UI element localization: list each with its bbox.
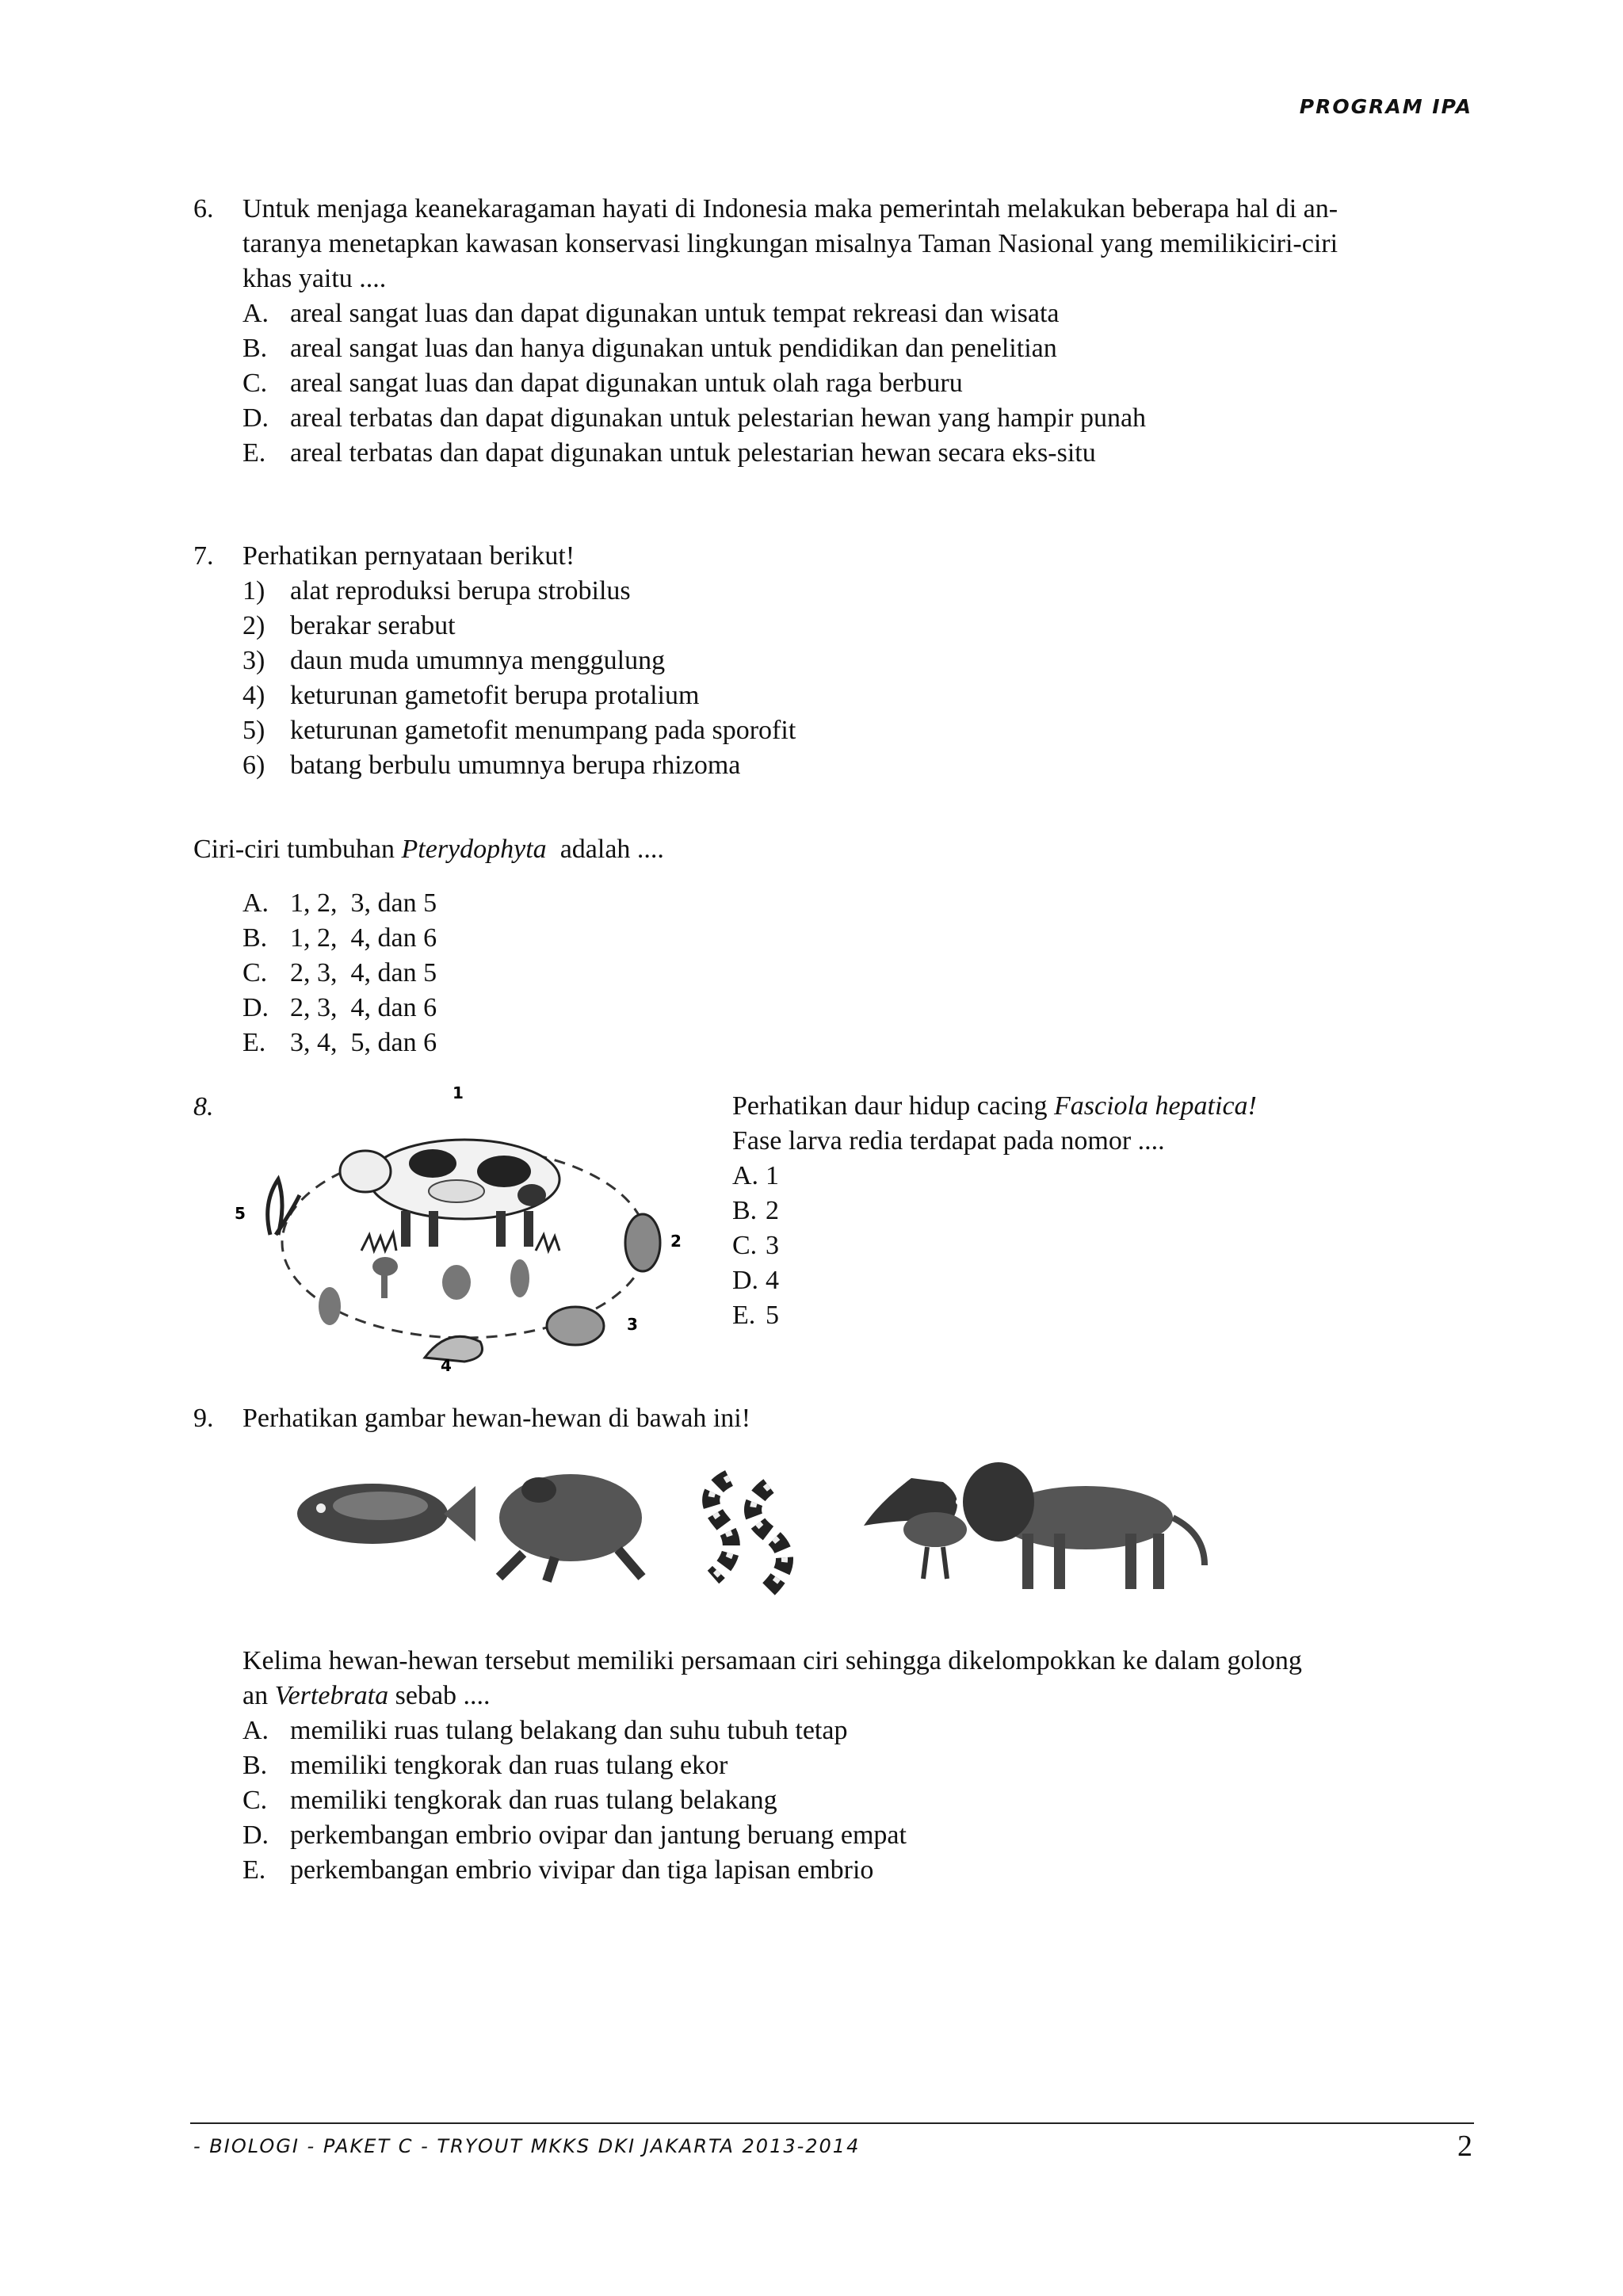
question-stem-line: Kelima hewan-hewan tersebut memiliki persamaan ciri sehingga dikelompokkan ke dalam golong <box>242 1646 1302 1675</box>
question-stem-line: taranya menetapkan kawasan konservasi lingkungan misalnya Taman Nasional yang memilikiciri-ciri <box>242 229 1338 258</box>
question-stem-line: Untuk menjaga keanekaragaman hayati di Indonesia maka pemerintah melakukan beberapa hal di an- <box>242 194 1338 223</box>
answer-option-e: E. areal terbatas dan dapat digunakan untuk pelestarian hewan secara eks-situ <box>242 438 1096 468</box>
answer-option-a: A. 1 <box>732 1161 779 1190</box>
cow-icon <box>340 1140 559 1247</box>
figure-label-1: 1 <box>453 1084 464 1102</box>
snake-icon <box>711 1478 785 1589</box>
question-number: 7. <box>193 541 214 571</box>
page-number: 2 <box>1457 2130 1472 2163</box>
statement-item: 6) batang berbulu umumnya berupa rhizoma <box>242 751 741 780</box>
statement-item: 3) daun muda umumnya menggulung <box>242 646 666 675</box>
figure-label-3: 3 <box>627 1315 638 1334</box>
answer-option-c: C. areal sangat luas dan dapat digunakan untuk olah raga berburu <box>242 369 963 398</box>
fasciola-life-cycle-figure <box>227 1084 686 1371</box>
fish-icon <box>297 1484 475 1544</box>
answer-option-b: B. memiliki tengkorak dan ruas tulang ekor <box>242 1751 728 1780</box>
answer-option-c: C. memiliki tengkorak dan ruas tulang belakang <box>242 1786 777 1815</box>
question-7 <box>193 539 1477 783</box>
question-9-prompt <box>242 1644 1479 1888</box>
statement-item: 4) keturunan gametofit berupa protalium <box>242 681 700 710</box>
answer-option-b: B. 1, 2, 4, dan 6 <box>242 923 437 953</box>
question-stem: Perhatikan gambar hewan-hewan di bawah ini! <box>242 1404 751 1433</box>
page-header: PROGRAM IPA <box>1299 95 1472 118</box>
figure-label-4: 4 <box>441 1356 452 1371</box>
statement-item: 2) berakar serabut <box>242 611 456 640</box>
question-stem: Perhatikan pernyataan berikut! <box>242 541 575 571</box>
figure-label-2: 2 <box>670 1232 682 1251</box>
question-9 <box>193 1401 1477 1436</box>
frog-icon <box>499 1474 642 1581</box>
footer-divider <box>190 2122 1474 2124</box>
answer-option-c: C. 2, 3, 4, dan 5 <box>242 958 437 988</box>
statement-item: 5) keturunan gametofit menumpang pada sporofit <box>242 716 796 745</box>
answer-option-e: E. perkembangan embrio vivipar dan tiga lapisan embrio <box>242 1855 874 1885</box>
answer-option-b: B. 2 <box>732 1196 779 1225</box>
answer-option-e: E. 3, 4, 5, dan 6 <box>242 1028 437 1057</box>
statement-item: 1) alat reproduksi berupa strobilus <box>242 576 631 606</box>
question-stem: Perhatikan daur hidup cacing Fasciola hepatica! <box>732 1091 1257 1121</box>
question-stem-line: Fase larva redia terdapat pada nomor .... <box>732 1126 1165 1156</box>
figure-label-5: 5 <box>235 1204 246 1223</box>
answer-option-e: E. 5 <box>732 1301 779 1330</box>
answer-option-d: D. 2, 3, 4, dan 6 <box>242 993 437 1022</box>
question-number: 6. <box>193 194 214 223</box>
question-stem-line: an Vertebrata sebab .... <box>242 1681 491 1710</box>
bird-icon <box>864 1478 967 1579</box>
answer-option-d: D. 4 <box>732 1266 779 1295</box>
answer-option-a: A. areal sangat luas dan dapat digunakan untuk tempat rekreasi dan wisata <box>242 299 1060 328</box>
answer-option-d: D. areal terbatas dan dapat digunakan untuk pelestarian hewan yang hampir punah <box>242 403 1147 433</box>
question-stem-line: khas yaitu .... <box>242 264 387 293</box>
answer-option-a: A. memiliki ruas tulang belakang dan suhu tubuh tetap <box>242 1716 848 1745</box>
answer-option-d: D. perkembangan embrio ovipar dan jantung beruang empat <box>242 1820 907 1850</box>
question-number: 9. <box>193 1404 214 1433</box>
question-8 <box>732 1089 1257 1333</box>
question-6 <box>193 192 1477 471</box>
question-number: 8. <box>193 1092 214 1121</box>
lion-icon <box>963 1462 1205 1589</box>
vertebrate-animals-figure <box>285 1454 1236 1613</box>
answer-option-a: A. 1, 2, 3, dan 5 <box>242 888 437 918</box>
question-7-prompt: Ciri-ciri tumbuhan Pterydophyta adalah .... <box>193 835 664 864</box>
page-footer: - BIOLOGI - PAKET C - TRYOUT MKKS DKI JAKARTA 2013-2014 <box>193 2135 861 2157</box>
question-7-options <box>242 886 437 1060</box>
answer-option-b: B. areal sangat luas dan hanya digunakan untuk pendidikan dan penelitian <box>242 334 1057 363</box>
answer-option-c: C. 3 <box>732 1231 779 1260</box>
